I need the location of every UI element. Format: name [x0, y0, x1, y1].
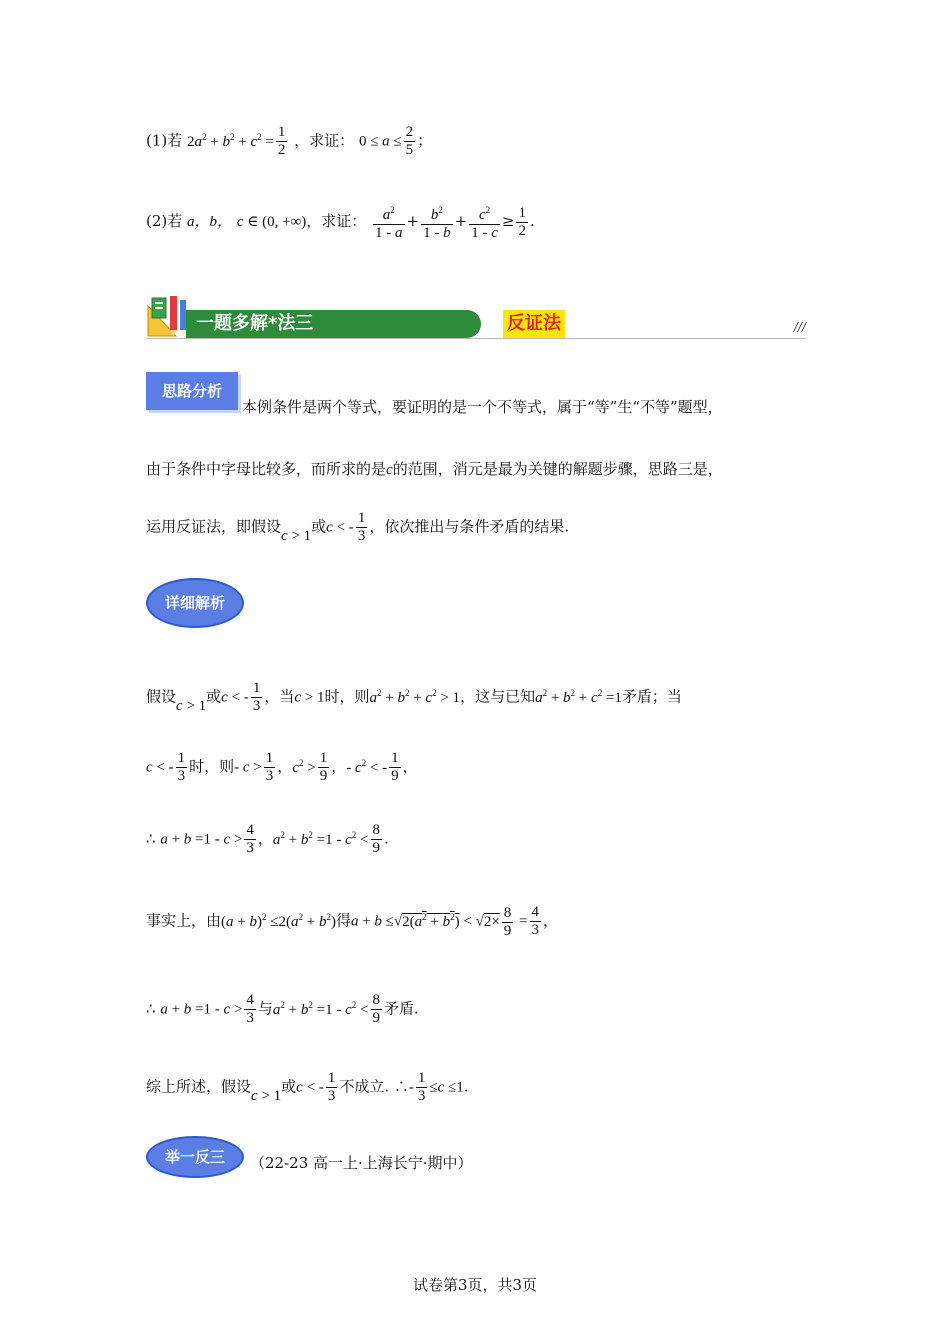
problem-1-mid: ，求证： [294, 131, 355, 150]
section-header [146, 292, 806, 342]
math: c > 1 [251, 1087, 282, 1104]
text: 时，则 [324, 687, 370, 706]
analysis-badge: 思路分析 [146, 372, 238, 410]
detail-badge: 详细解析 [146, 578, 244, 628]
math: - [408, 1079, 414, 1096]
method-label: 反证法 [503, 310, 565, 338]
detail-line-2: c < - $\frac{1}{3}$ 时，则- c > $\frac{1}{3}$ ，$c^2$ > $\frac{1}{9}$ ，- $c^2$ < - $\frac{1}{9}$ ， [146, 750, 418, 784]
math: $c^2$ > [292, 757, 316, 776]
text: 与 [257, 999, 273, 1018]
math: c > 1 [176, 697, 207, 714]
page-footer: 试卷第3页，共3页 [412, 1276, 538, 1294]
math: - c > [234, 759, 262, 776]
fraction: $\frac{4}{3}$ [246, 992, 254, 1026]
math: c > 1 [294, 689, 325, 706]
math: $a^2 + b^2 + c^2 =1$ [535, 687, 622, 706]
fraction: $\frac{4}{3}$ [531, 904, 539, 938]
problem-1-prefix: (1)若 [146, 131, 183, 150]
detail-line-6: 综上所述，假设c > 1或c < - $\frac{1}{3}$ 不成立. ∴- $\frac{1}{3}$ ≤c ≤1. [146, 1070, 469, 1104]
text: 或 [311, 517, 327, 536]
analysis-line-3 [146, 510, 569, 545]
inequality: 0 ≤ a ≤ [358, 133, 402, 150]
math: $a^2 + b^2 =1 - c^2$ < [272, 999, 369, 1018]
fraction: $\frac{1}{2}$ [277, 124, 286, 158]
text: 矛盾；当 [621, 687, 682, 706]
math: c < - [221, 689, 249, 706]
detail-line-3: ∴ a + b =1 - c > $\frac{4}{3}$ ，$a^2 + b^2 =1 - c^2$ < $\frac{8}{9}$ . [146, 822, 389, 856]
math: $(a + b)^2 \le 2(a^2 + b^2)$ [221, 911, 336, 930]
domain: c ∈ (0, +∞) [236, 214, 307, 230]
fraction: $\frac{1}{9}$ [319, 750, 328, 784]
fraction: $\frac{1}{9}$ [391, 750, 399, 784]
text: ，当 [264, 687, 295, 706]
fraction: $\frac{2}{5}$ [405, 124, 414, 158]
detail-line-4: 事实上，由$(a + b)^2 \le 2(a^2 + b^2)$得$a + b \le√2(a^2 + b^2) < √2\times$ $\frac{8}{9}$ = $\frac{4}{3}$ ， [146, 904, 559, 939]
fraction: $\frac{1}{3}$ [252, 680, 261, 714]
fraction: $\frac{1}{2}$ [518, 204, 526, 239]
text: ，这与已知 [460, 687, 536, 706]
text: 假设 [146, 687, 177, 706]
text: 或 [281, 1077, 297, 1096]
section-title: 一题多解*法三 [186, 310, 481, 338]
problem-2-mid: ，求证： [306, 212, 367, 230]
text: 由于条件中字母比较多，而所求的是 [146, 460, 387, 478]
practice-source: （22-23 高一上·上海长宁·期中） [250, 1154, 473, 1172]
math: $a + b \le√2(a^2 + b^2) < √2\times$ $\frac{8}{9}$ = [350, 904, 528, 939]
therefore-symbol: ∴ [146, 829, 156, 848]
detail-line-5 [146, 992, 419, 1027]
problem-2-vars: a，b， [187, 214, 233, 230]
fraction: $\frac{a^2}{1 - a}$ [373, 202, 405, 242]
text: 事实上，由 [146, 911, 222, 930]
equation: $2a^2 + b^2 + c^2$ = [187, 131, 274, 150]
decor-slashes: /// [793, 320, 806, 334]
problem-1 [146, 124, 432, 159]
text: 或 [206, 687, 222, 706]
text: 不成立. [339, 1077, 390, 1096]
math: a + b =1 - c > [160, 831, 243, 848]
text: 矛盾. [384, 999, 419, 1018]
math: $a^2 + b^2 =1 - c^2$ < [272, 829, 369, 848]
math: $a^2 + b^2 + c^2 > 1$ [369, 687, 461, 706]
math: ≤c ≤1 [429, 1079, 464, 1096]
math: c < - [326, 519, 354, 536]
math: - $c^2$ < - [346, 757, 388, 776]
fraction: $\frac{b^2}{1 - b}$ [421, 202, 453, 242]
punct: . [529, 212, 535, 230]
text: ，依次推出与条件矛盾的结果. [369, 517, 570, 536]
therefore-symbol: ∴ [146, 999, 156, 1018]
math: c > 1 [281, 527, 312, 544]
problem-2-prefix: (2)若 [146, 212, 183, 230]
text: 的范围，消元是最为关键的解题步骤，思路三是， [392, 460, 723, 478]
fraction: $\frac{1}{3}$ [177, 750, 186, 784]
analysis-line-1: 本例条件是两个等式，要证明的是一个不等式，属于“等”生“不等”题型， [242, 398, 723, 416]
fraction: $\frac{1}{3}$ [265, 750, 274, 784]
punct: ； [417, 131, 433, 150]
problem-2: (2)若 a，b， c ∈ (0, +∞)，求证： $\frac{a^2}{1 - a}$ + $\frac{b^2}{1 - b}$ + $\frac{c^2}{1 - c}$ ≥ $\frac{1}{2}$ . [146, 202, 535, 242]
fraction: $\frac{8}{9}$ [372, 992, 380, 1026]
practice-badge: 举一反三 [146, 1136, 244, 1178]
fraction: $\frac{c^2}{1 - c}$ [469, 202, 500, 242]
divider [146, 338, 806, 339]
text: 运用反证法，即假设 [146, 517, 282, 536]
fraction: $\frac{1}{3}$ [327, 1070, 336, 1104]
detail-line-1 [146, 680, 682, 715]
fraction: $\frac{1}{3}$ [357, 510, 366, 544]
math: c < - [296, 1079, 324, 1096]
variable: c [386, 462, 393, 478]
fraction: $\frac{4}{3}$ [246, 822, 254, 856]
text: 时，则 [189, 757, 235, 776]
math: c < - [146, 759, 174, 776]
text: 得 [335, 911, 351, 930]
fraction: $\frac{1}{3}$ [417, 1070, 426, 1104]
math: a + b =1 - c > [160, 1001, 243, 1018]
text: 综上所述，假设 [146, 1077, 252, 1096]
therefore-symbol: ∴ [393, 1077, 409, 1096]
analysis-line-2 [146, 458, 723, 479]
fraction: $\frac{8}{9}$ [372, 822, 380, 856]
